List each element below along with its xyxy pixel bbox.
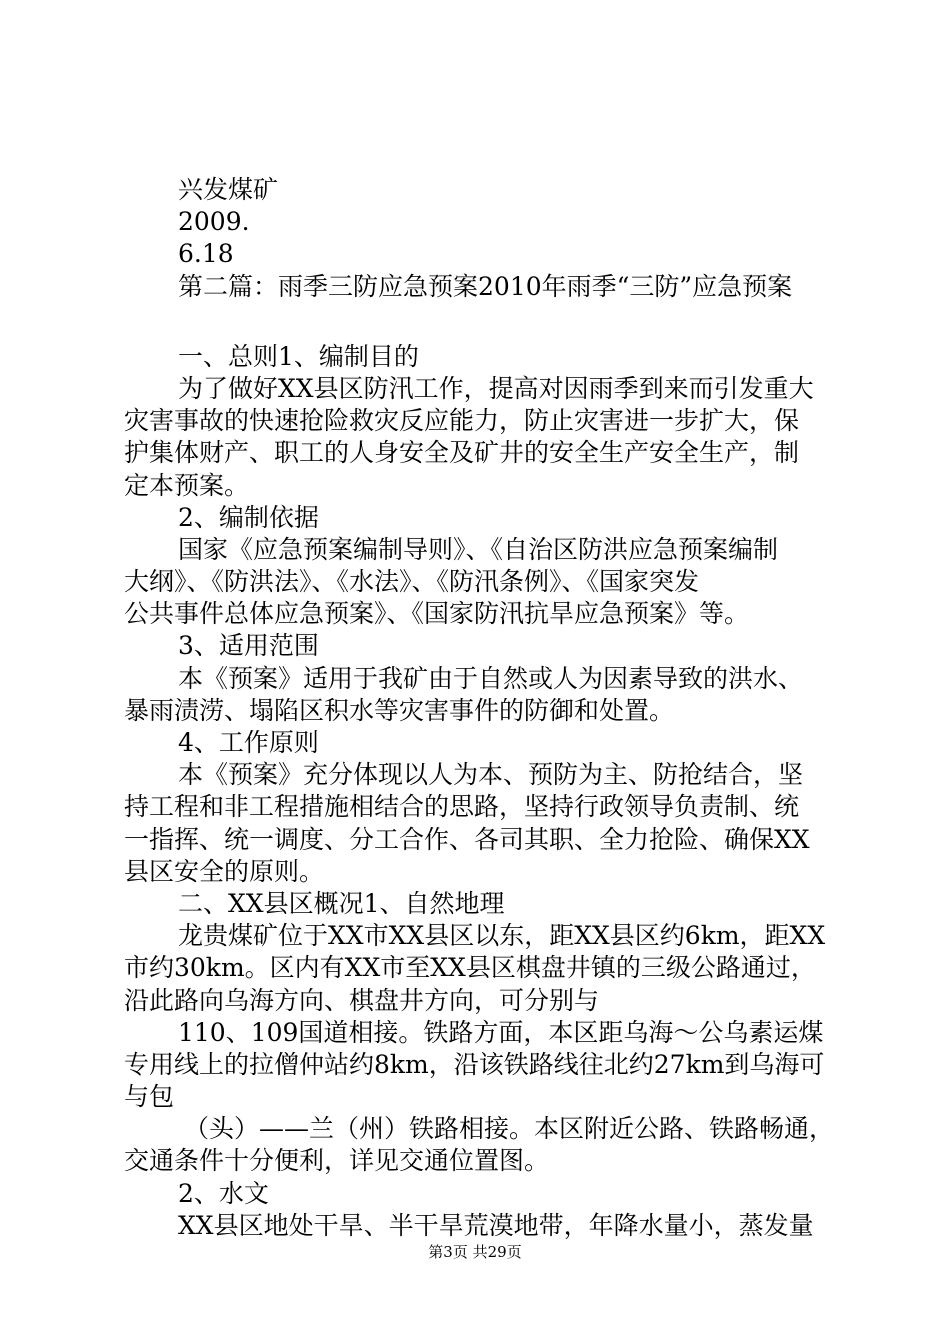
paragraph-line: XX县区地处干旱、半干旱荒漠地带，年降水量小，蒸发量 [178, 1210, 814, 1240]
paragraph-line: 国家《应急预案编制导则》、《自治区防洪应急预案编制 [178, 534, 779, 564]
paragraph-line: 专用线上的拉僧仲站约8km，沿该铁路线往北约27km到乌海可 [124, 1049, 825, 1079]
paragraph-line: 交通条件十分便利，详见交通位置图。 [124, 1146, 550, 1176]
chapter-heading: 第二篇：雨季三防应急预案2010年雨季“三防”应急预案 [178, 271, 793, 301]
paragraph-line: 持工程和非工程措施相结合的思路，坚持行政领导负责制、统 [124, 792, 800, 822]
paragraph-line: 本《预案》适用于我矿由于自然或人为因素导致的洪水、 [178, 663, 804, 693]
paragraph-line: 定本预案。 [124, 470, 250, 500]
paragraph-line: 与包 [124, 1082, 175, 1112]
paragraph-line: 为了做好XX县区防汛工作，提高对因雨季到来而引发重大 [178, 373, 814, 403]
paragraph-line: 暴雨渍涝、塌陷区积水等灾害事件的防御和处置。 [124, 695, 675, 725]
paragraph-line: 大纲》、《防洪法》、《水法》、《防汛条例》、《国家突发 [124, 567, 700, 597]
paragraph-line: 公共事件总体应急预案》、《国家防汛抗旱应急预案》等。 [124, 599, 750, 629]
section-title: 二、XX县区概况1、自然地理 [178, 888, 505, 918]
section-title: 2、水文 [178, 1178, 269, 1208]
section-title: 3、适用范围 [178, 631, 319, 661]
section-title: 2、编制依据 [178, 502, 319, 532]
signature-year: 2009. [178, 207, 250, 237]
paragraph-line: 本《预案》充分体现以人为本、预防为主、防抢结合，坚 [178, 760, 804, 790]
paragraph-line: 沿此路向乌海方向、棋盘井方向，可分别与 [124, 985, 600, 1015]
paragraph-line: 一指挥、统一调度、分工合作、各司其职、全力抢险、确保XX [124, 824, 810, 854]
paragraph-line: 110、109国道相接。铁路方面，本区距乌海～公乌素运煤 [178, 1017, 824, 1047]
signature-org: 兴发煤矿 [178, 175, 279, 204]
paragraph-line: 灾害事故的快速抢险救灾反应能力，防止灾害进一步扩大，保 [124, 406, 800, 436]
paragraph-line: 县区安全的原则。 [124, 856, 325, 886]
paragraph-line: 市约30km。区内有XX市至XX县区棋盘井镇的三级公路通过， [124, 953, 816, 983]
paragraph-line: 护集体财产、职工的人身安全及矿井的安全生产安全生产，制 [124, 438, 800, 468]
blank-gap [124, 303, 840, 341]
document-body [124, 174, 840, 1242]
section-title: 4、工作原则 [178, 728, 319, 757]
section-title: 一、总则1、编制目的 [178, 341, 419, 371]
paragraph-line: （头）——兰（州）铁路相接。本区附近公路、铁路畅通， [184, 1114, 835, 1144]
page-footer: 第3页 共29页 [428, 1243, 522, 1261]
signature-date: 6.18 [178, 239, 234, 269]
paragraph-line: 龙贵煤矿位于XX市XX县区以东，距XX县区约6km，距XX [178, 921, 826, 951]
